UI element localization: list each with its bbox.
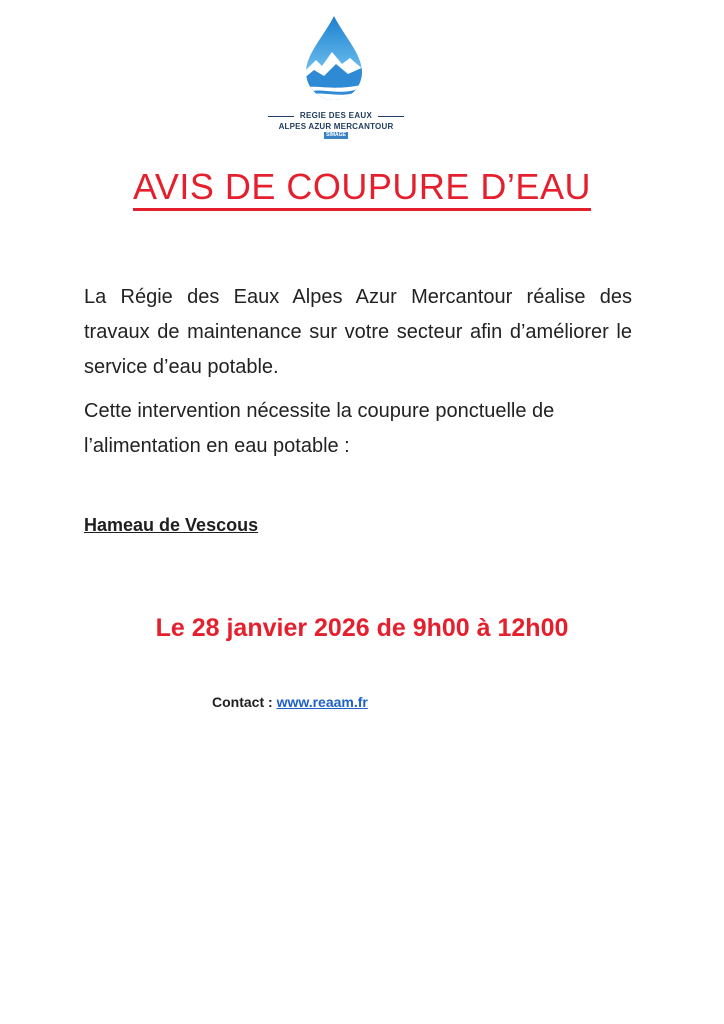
paragraph-intro: La Régie des Eaux Alpes Azur Mercantour réalise des travaux de maintenance sur votre secteur afin d’améliorer le service d’eau potable. (84, 286, 632, 378)
logo-line-1: REGIE DES EAUX (299, 111, 373, 120)
page-title (0, 166, 724, 208)
logo-badge: SIMAGE (324, 132, 348, 139)
water-drop-mountain-icon (302, 14, 366, 104)
logo-line-2: ALPES AZUR MERCANTOUR (278, 122, 394, 131)
website-link[interactable]: www.reaam.fr (276, 694, 368, 710)
contact-line (212, 694, 368, 710)
contact-label: Contact : (212, 694, 277, 710)
reaam-logo (268, 14, 404, 142)
page-title-text: AVIS DE COUPURE D’EAU (133, 166, 591, 211)
outage-date: Le 28 janvier 2026 de 9h00 à 12h00 (155, 614, 569, 642)
logo-rule-right (378, 116, 404, 117)
location-name: Hameau de Vescous (84, 515, 259, 535)
paragraph-intervention: Cette intervention nécessite la coupure ponctuelle de l’alimentation en eau potable : (84, 400, 555, 457)
